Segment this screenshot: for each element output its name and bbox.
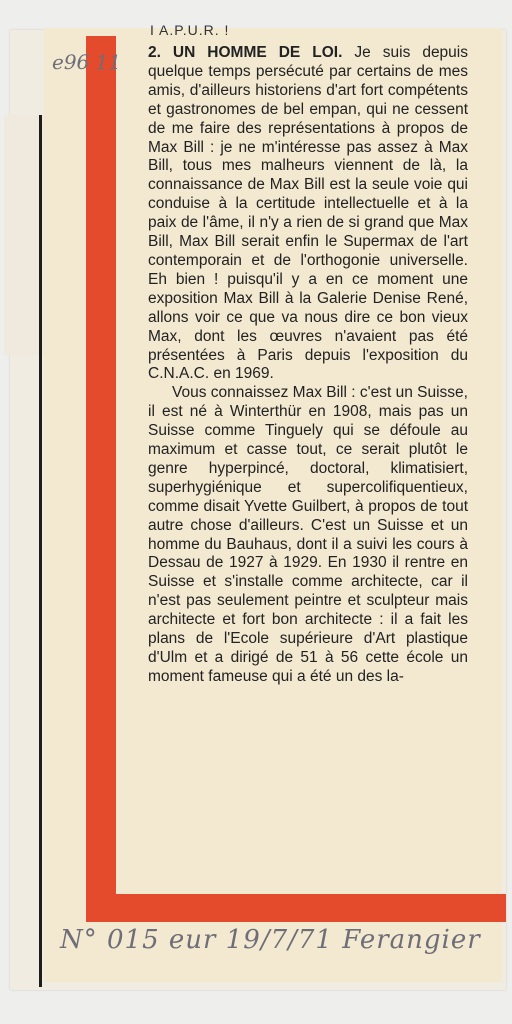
handwritten-note-top: e96 11 <box>52 50 122 74</box>
handwritten-note-bottom: N° 015 eur 19/7/71 Ferangier <box>60 925 481 955</box>
red-border-vertical <box>86 36 116 922</box>
black-margin-rule <box>39 115 42 987</box>
article-paragraph-1-text: Je suis depuis quelque temps persécuté par certains de mes amis, d'ailleurs historiens d'art fort compétents et gastronomes de bel empan, qui ne cessent de me faire des représentations à propos de Max Bill : je ne m'intéresse pas assez à Max Bill, tous mes malheurs viennent de là, la connaissance de Max Bill est la seule voie qui conduise à la certitude intellectuelle et à la paix de l'âme, il n'y a rien de si grand que Max Bill, Max Bill serait enfin le Supermax de l'art contemporain et de l'orthogonie universelle. Eh bien ! puisqu'il y a en ce moment une exposition Max Bill à la Galerie Denise René, allons voir ce que va nous dire ce bon vieux Max, dont les œuvres n'avaient pas été présentées à Paris depuis l'exposition du C.N.A.C. en 1969. <box>148 44 468 383</box>
backing-paper-tab <box>4 115 44 355</box>
article-paragraph-1 <box>148 44 468 384</box>
article-heading: 2. UN HOMME DE LOI. <box>148 44 343 61</box>
red-border-horizontal <box>86 894 506 922</box>
article-paragraph-2: Vous connaissez Max Bill : c'est un Suisse, il est né à Winterthür en 1908, mais pas un Suisse comme Tinguely qui se défoule au maximum et casse tout, ce serait plutôt le genre hyperpincé, doctoral, klimatisiert, superhygiénique et supercolifiquentieux, comme disait Yvette Guilbert, à propos de tout autre chose d'ailleurs. C'est un Suisse et un homme du Bauhaus, dont il a suivi les cours à Dessau de 1927 à 1929. En 1930 il rentre en Suisse et s'installe comme architecte, car il n'est pas seulement peintre et sculpteur mais architecte et fort bon architecte : il a fait les plans de l'Ecole supérieure d'Art plastique d'Ulm et a dirigé de 51 à 56 cette école un moment fameuse qui a été un des la- <box>148 384 468 685</box>
cut-off-header: I A.P.U.R. ! <box>150 22 230 38</box>
article-body <box>148 44 468 687</box>
